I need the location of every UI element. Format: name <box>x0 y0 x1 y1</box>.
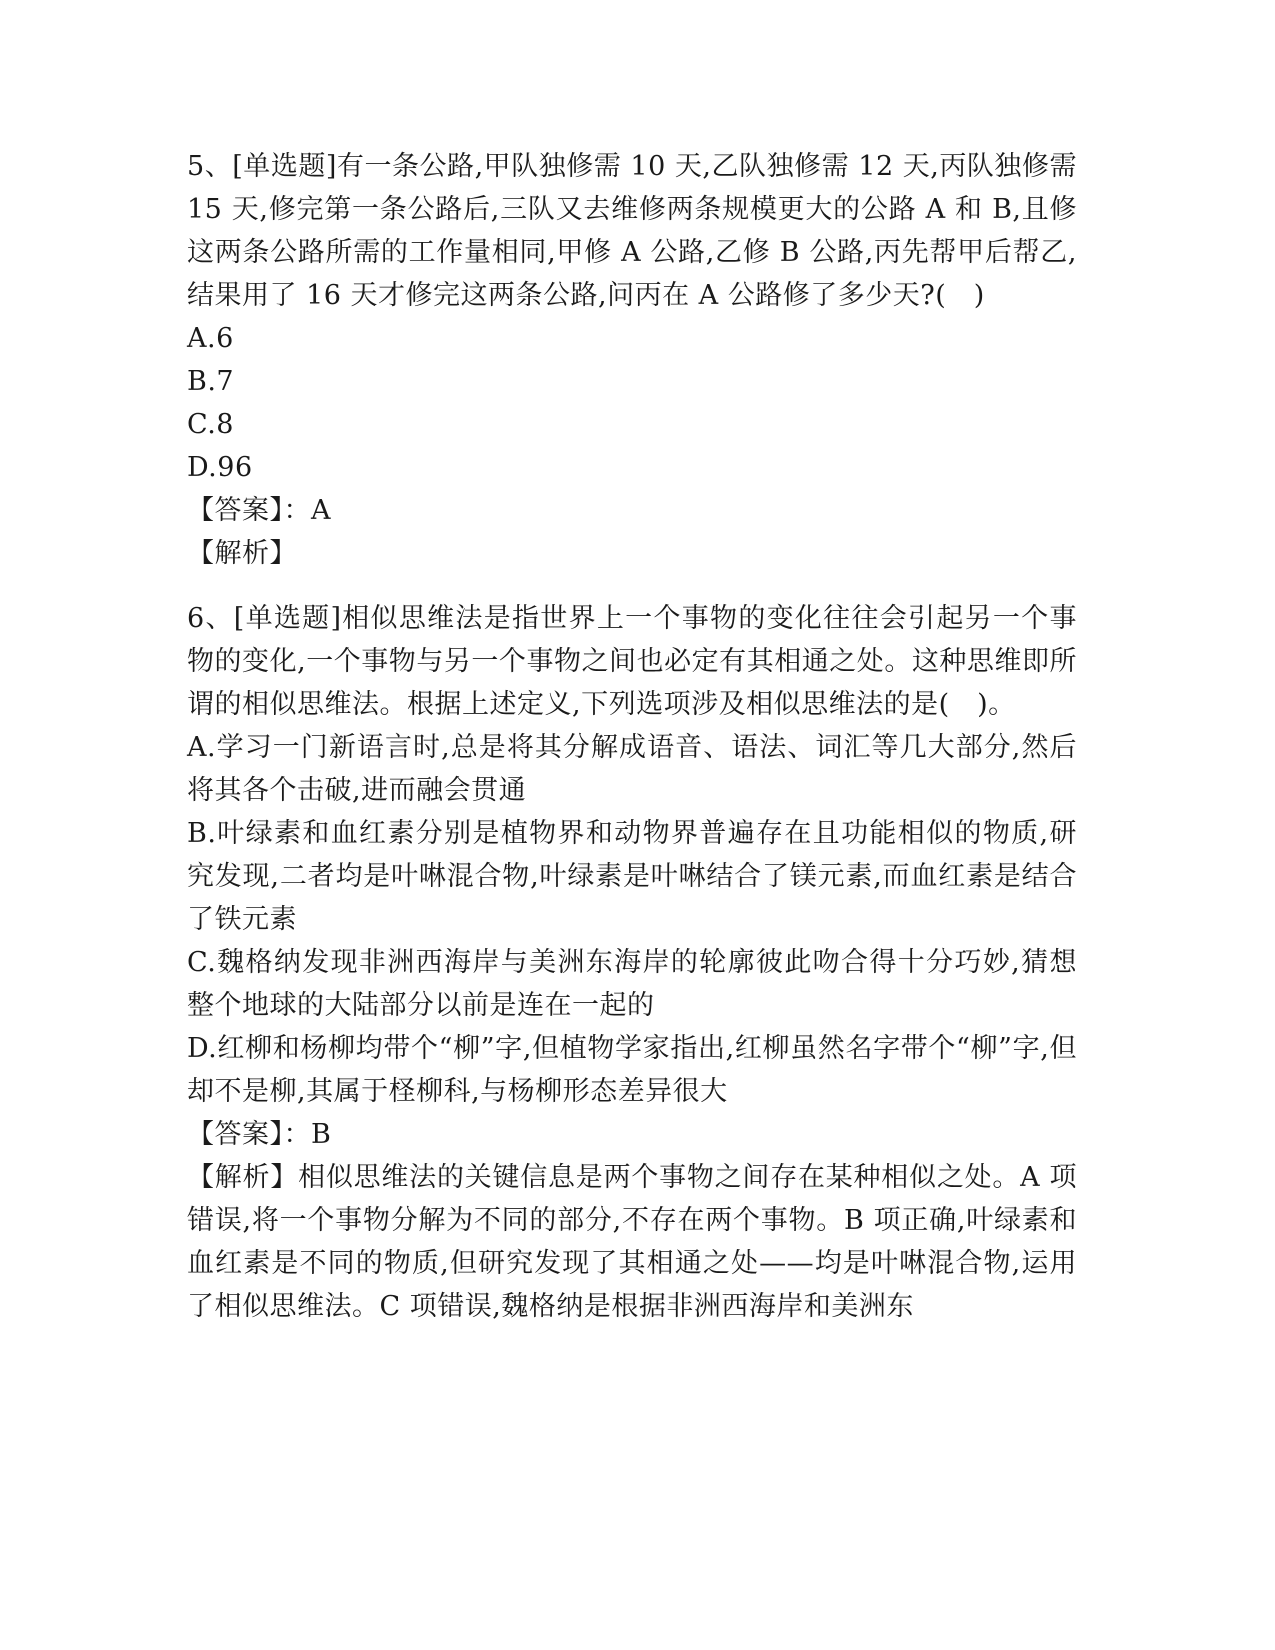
analysis-text: 【解析】相似思维法的关键信息是两个事物之间存在某种相似之处。A 项错误,将一个事物分解为不同的部分,不存在两个事物。B 项正确,叶绿素和血红素是不同的物质,但研究发现了其相通之处——均是叶啉混合物,运用了相似思维法。C 项错误,魏格纳是根据非洲西海岸和美洲东 <box>187 1162 1077 1322</box>
question-5 <box>187 145 1077 575</box>
question-stem: 6、[单选题]相似思维法是指世界上一个事物的变化往往会引起另一个事物的变化,一个事物与另一个事物之间也必定有其相通之处。这种思维即所谓的相似思维法。根据上述定义,下列选项涉及相似思维法的是( )。 <box>187 603 1077 720</box>
document-page <box>187 145 1077 1328</box>
option-a: A.6 <box>187 323 234 354</box>
answer-line: 【答案】：B <box>187 1119 332 1150</box>
answer-line: 【答案】：A <box>187 495 331 526</box>
option-b: B.7 <box>187 366 235 397</box>
option-d: D.96 <box>187 452 253 483</box>
option-b: B.叶绿素和血红素分别是植物界和动物界普遍存在且功能相似的物质,研究发现,二者均是叶啉混合物,叶绿素是叶啉结合了镁元素,而血红素是结合了铁元素 <box>187 818 1077 935</box>
option-c: C.8 <box>187 409 234 440</box>
option-a: A.学习一门新语言时,总是将其分解成语音、语法、词汇等几大部分,然后将其各个击破,进而融会贯通 <box>187 732 1077 806</box>
option-c: C.魏格纳发现非洲西海岸与美洲东海岸的轮廓彼此吻合得十分巧妙,猜想整个地球的大陆部分以前是连在一起的 <box>187 947 1077 1021</box>
question-6 <box>187 597 1077 1328</box>
analysis-line: 【解析】 <box>187 538 297 569</box>
question-spacer <box>187 575 1077 597</box>
option-d: D.红柳和杨柳均带个“柳”字,但植物学家指出,红柳虽然名字带个“柳”字,但却不是柳,其属于柽柳科,与杨柳形态差异很大 <box>187 1033 1077 1107</box>
question-stem: 5、[单选题]有一条公路,甲队独修需 10 天,乙队独修需 12 天,丙队独修需 15 天,修完第一条公路后,三队又去维修两条规模更大的公路 A 和 B,且修这两条公路所需的工作量相同,甲修 A 公路,乙修 B 公路,丙先帮甲后帮乙,结果用了 16 天才修完这两条公路,问丙在 A 公路修了多少天?( ) <box>187 151 1077 311</box>
